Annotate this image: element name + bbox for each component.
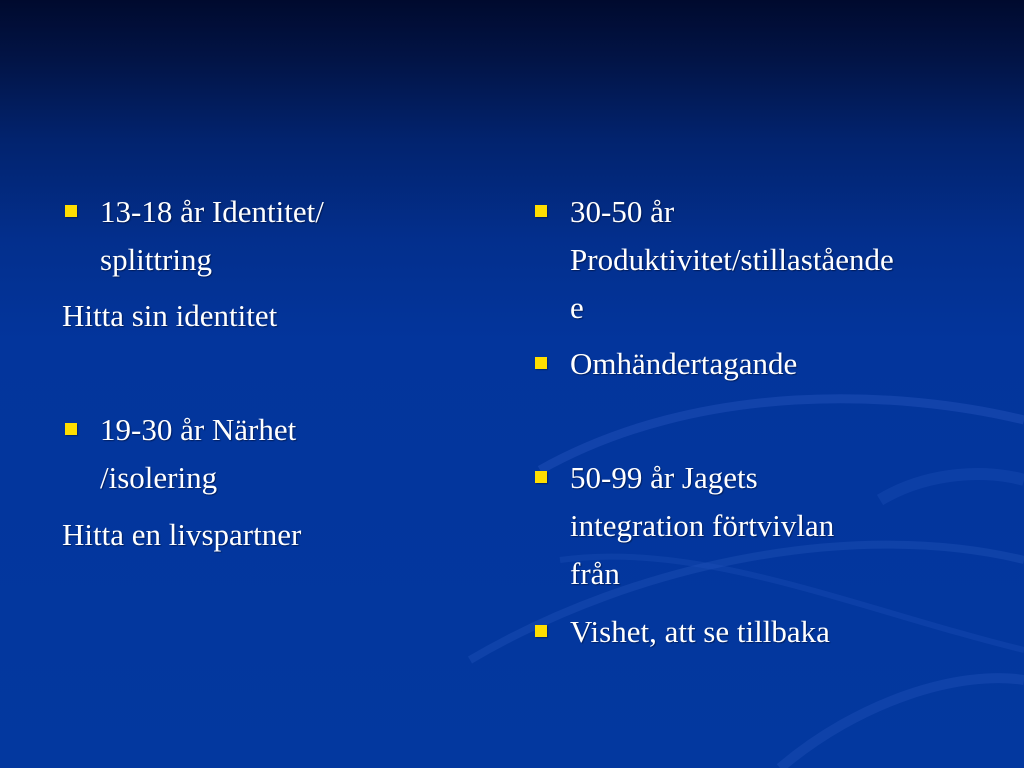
bullet-line: från: [570, 556, 620, 591]
bullet-line: Vishet, att se tillbaka: [570, 614, 830, 649]
square-bullet-icon: [535, 471, 547, 483]
square-bullet-icon: [535, 625, 547, 637]
bullet-line: 50-99 år Jagets: [570, 460, 758, 495]
square-bullet-icon: [65, 423, 77, 435]
bullet-line: Produktivitet/stillastående: [570, 242, 894, 277]
square-bullet-icon: [535, 357, 547, 369]
bullet-line: splittring: [100, 242, 212, 277]
subtext-hitta-sin-identitet: Hitta sin identitet: [62, 298, 278, 333]
square-bullet-icon: [65, 205, 77, 217]
bullet-line: 13-18 år Identitet/: [100, 194, 324, 229]
bullet-line: integration förtvivlan: [570, 508, 835, 543]
bullet-line: Omhändertagande: [570, 346, 798, 381]
bullet-line: 19-30 år Närhet: [100, 412, 297, 447]
bullet-line: 30-50 år: [570, 194, 675, 229]
bullet-line: e: [570, 290, 584, 325]
square-bullet-icon: [535, 205, 547, 217]
bullet-line: /isolering: [100, 460, 218, 495]
subtext-hitta-en-livspartner: Hitta en livspartner: [62, 517, 302, 552]
